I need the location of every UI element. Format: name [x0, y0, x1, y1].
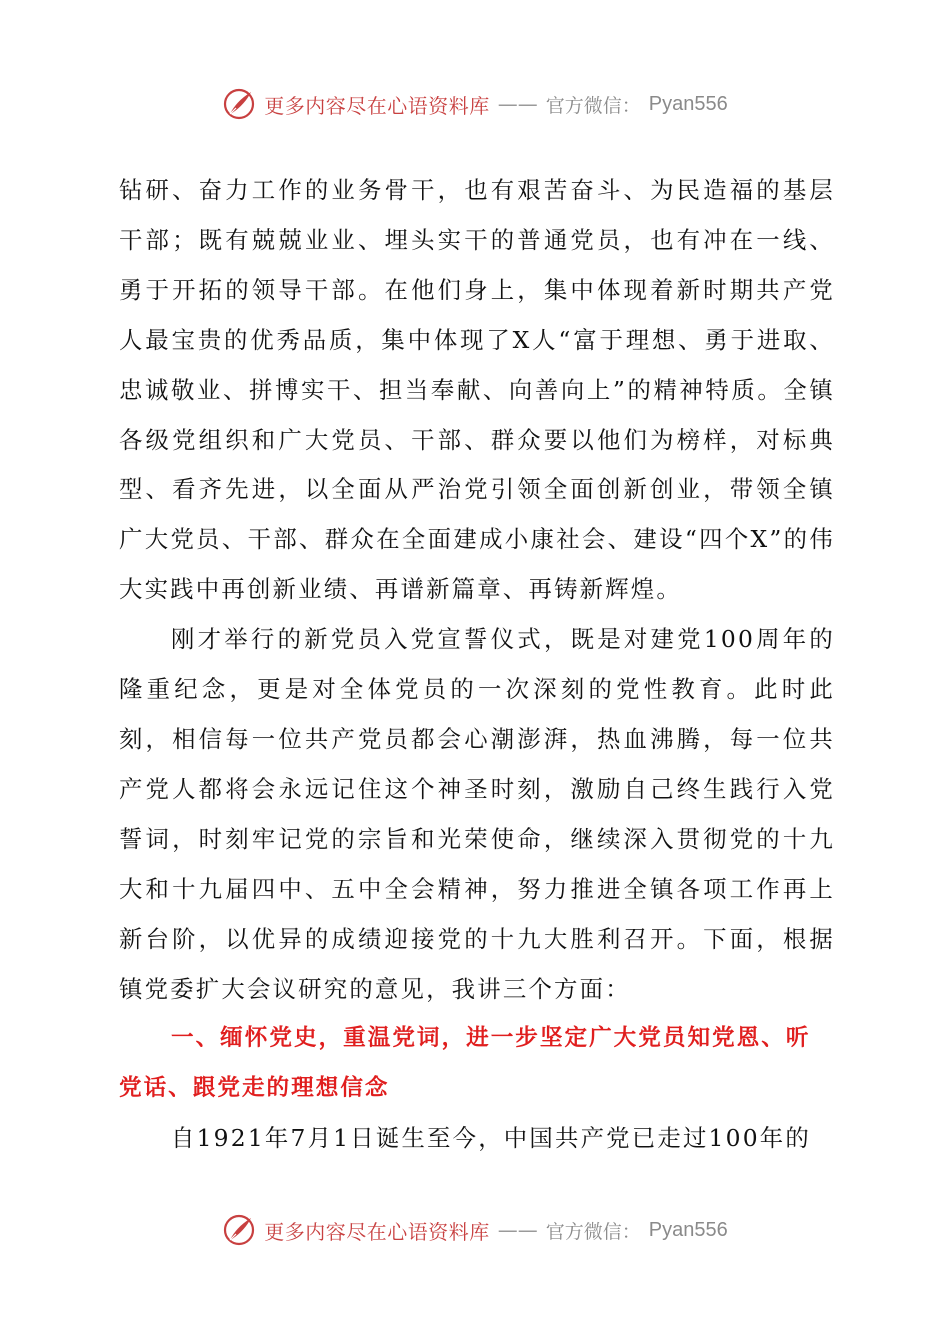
watermark-header — [0, 84, 950, 124]
watermark-dash: —— — [497, 92, 538, 116]
watermark-brand: 更多内容尽在心语资料库 — [264, 1219, 490, 1244]
section-heading-1: 一、缅怀党史，重温党词，进一步坚定广大党员知党恩、听党话、跟党走的理想信念 — [119, 1025, 811, 1102]
watermark-brand: 更多内容尽在心语资料库 — [264, 93, 490, 118]
quill-pen-logo-icon — [222, 1213, 256, 1247]
watermark-wechat-id: Pyan556 — [648, 1218, 728, 1241]
document-body — [119, 166, 835, 1164]
watermark-label: 官方微信： — [545, 1220, 641, 1243]
quill-pen-logo-icon — [222, 87, 256, 121]
paragraph-history-start: 自1921年7月1日诞生至今，中国共产党已走过100年的 — [171, 1124, 811, 1153]
paragraph-oath-ceremony: 刚才举行的新党员入党宣誓仪式，既是对建党100周年的隆重纪念，更是对全体党员的一次深刻的党性教育。此时此刻，相信每一位共产党员都会心潮澎湃，热血沸腾，每一位共产党人都将会永远记住这个神圣时刻，激励自己终生践行入党誓词，时刻牢记党的宗旨和光荣使命，继续深入贯彻党的十九大和十九届四中、五中全会精神，努力推进全镇各项工作再上新台阶，以优异的成绩迎接党的十九大胜利召开。下面，根据镇党委扩大会议研究的意见，我讲三个方面： — [119, 625, 835, 1003]
paragraph-continued: 钻研、奋力工作的业务骨干，也有艰苦奋斗、为民造福的基层干部；既有兢兢业业、埋头实干的普通党员，也有冲在一线、勇于开拓的领导干部。在他们身上，集中体现着新时期共产党人最宝贵的优秀品质，集中体现了X人“富于理想、勇于进取、忠诚敬业、拼博实干、担当奉献、向善向上”的精神特质。全镇各级党组织和广大党员、干部、群众要以他们为榜样，对标典型、看齐先进，以全面从严治党引领全面创新创业，带领全镇广大党员、干部、群众在全面建成小康社会、建设“四个X”的伟大实践中再创新业绩、再谱新篇章、再铸新辉煌。 — [119, 176, 835, 604]
watermark-wechat-id: Pyan556 — [648, 92, 728, 115]
watermark-dash: —— — [497, 1218, 538, 1242]
watermark-label: 官方微信： — [545, 94, 641, 117]
watermark-footer — [0, 1210, 950, 1250]
